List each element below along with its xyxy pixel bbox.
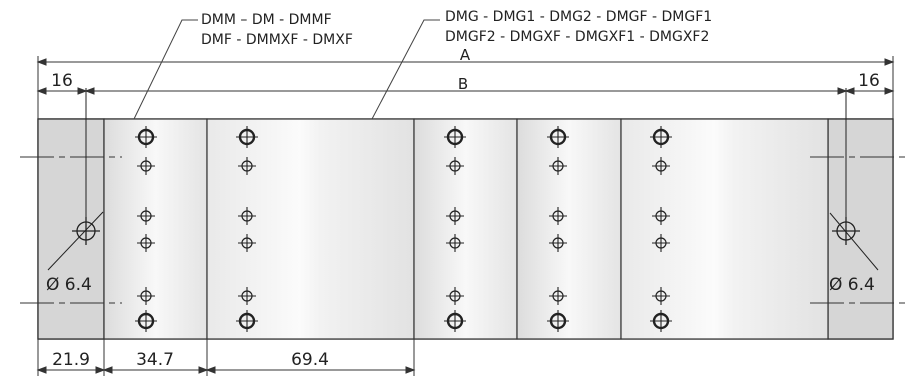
dimension-69-4-label: 69.4 [291, 350, 329, 370]
end-block-left [38, 119, 104, 339]
segment-5 [621, 119, 828, 339]
segment-2 [207, 119, 414, 339]
label-dmg-line1: DMG - DMG1 - DMG2 - DMGF - DMGF1 [445, 9, 713, 25]
hole-diameter-left-label: Ø 6.4 [46, 275, 92, 295]
dimension-34-7-label: 34.7 [136, 350, 174, 370]
segment-1 [104, 119, 207, 339]
bottom-dimensions [38, 339, 414, 376]
label-dmm-line2: DMF - DMMXF - DMXF [201, 32, 353, 48]
dimension-b-label: B [457, 75, 469, 93]
segment-4 [517, 119, 621, 339]
dimension-a-label: A [459, 46, 471, 64]
label-dmg-line2: DMGF2 - DMGXF - DMGXF1 - DMGXF2 [445, 29, 710, 45]
label-dmm-line1: DMM – DM - DMMF [201, 12, 332, 28]
segment-3 [414, 119, 517, 339]
dimension-21-9-label: 21.9 [52, 350, 90, 370]
hole-diameter-right-label: Ø 6.4 [829, 275, 875, 295]
dimension-16-left-label: 16 [51, 71, 73, 91]
dimension-16-right-label: 16 [858, 71, 880, 91]
